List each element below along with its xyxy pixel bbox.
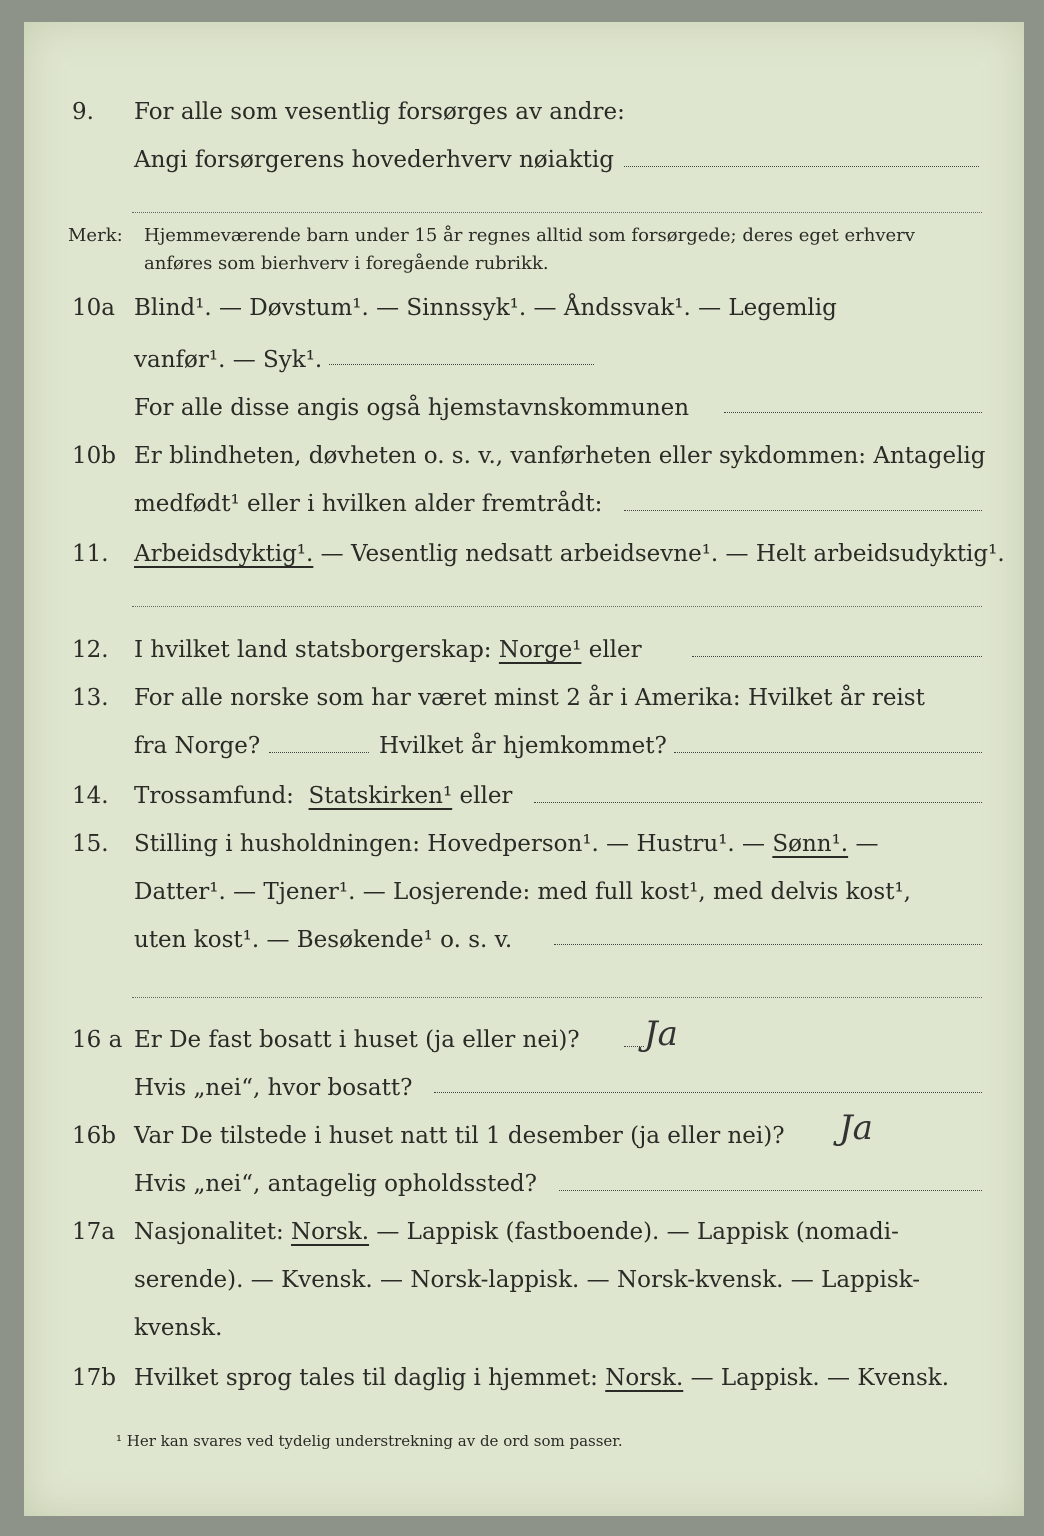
q15-field[interactable] <box>554 944 982 945</box>
q13-text2b: Hvilket år hjemkommet? <box>379 733 667 759</box>
q10a-text2: vanfør¹. — Syk¹. <box>134 347 323 373</box>
merk-text2: anføres som bierhverv i foregående rubrikk. <box>144 253 549 274</box>
q13-line1 <box>24 678 1024 718</box>
q16b-line1 <box>24 1116 1024 1156</box>
q16b-answer-handwritten[interactable]: Ja <box>839 1108 873 1148</box>
q14-number: 14. <box>72 783 109 809</box>
q17b-question: Hvilket sprog tales til daglig i hjemmet: <box>134 1365 598 1391</box>
q17b-option-selected[interactable]: Norsk. <box>605 1365 684 1391</box>
q16a-line1 <box>24 1020 1024 1060</box>
q16b-text: Var De tilstede i huset natt til 1 desember (ja eller nei)? <box>134 1123 785 1149</box>
q10b-text: Er blindheten, døvheten o. s. v., vanførheten eller sykdommen: Antagelig <box>134 443 986 469</box>
q15-line1 <box>24 824 1024 864</box>
q16a-text2: Hvis „nei“, hvor bosatt? <box>134 1075 413 1101</box>
q12-option-selected[interactable]: Norge¹ <box>498 637 582 663</box>
q12-field[interactable] <box>692 656 982 657</box>
q11-option-selected[interactable]: Arbeidsdyktig¹. <box>134 541 314 567</box>
q16a-line2 <box>24 1068 1024 1108</box>
q11-text <box>134 534 1005 574</box>
q17a-line2 <box>24 1260 1024 1300</box>
q15-text3: uten kost¹. — Besøkende¹ o. s. v. <box>134 927 513 953</box>
q16a-field[interactable] <box>624 1046 644 1047</box>
q17a-option-selected[interactable]: Norsk. <box>291 1219 370 1245</box>
q17a-label: Nasjonalitet: <box>134 1219 284 1245</box>
q15-option-selected[interactable]: Sønn¹. <box>772 831 849 857</box>
q17a-text3: kvensk. <box>134 1315 223 1341</box>
q13-left-field[interactable] <box>269 752 369 753</box>
q9-text: For alle som vesentlig forsørges av andre: <box>134 99 625 125</box>
separator <box>132 997 982 998</box>
separator <box>132 212 982 213</box>
q13-number: 13. <box>72 685 109 711</box>
q10b-number: 10b <box>72 443 116 469</box>
q12-or: eller <box>588 637 642 663</box>
q13-return-field[interactable] <box>674 752 982 753</box>
q10b-line1 <box>24 436 1024 476</box>
q15-dash: — <box>855 831 879 857</box>
q16b-text2: Hvis „nei“, antagelig opholdssted? <box>134 1171 537 1197</box>
q9-answer-field[interactable] <box>624 166 979 167</box>
q17b-text <box>134 1358 949 1398</box>
footnote: ¹ Her kan svares ved tydelig understrekning av de ord som passer. <box>116 1432 623 1450</box>
q12-question: I hvilket land statsborgerskap: <box>134 637 492 663</box>
q15-text <box>134 824 878 864</box>
merk-text1: Hjemmeværende barn under 15 år regnes alltid som forsørgede; deres eget erhverv <box>144 225 915 246</box>
q15-text1a: Stilling i husholdningen: Hovedperson¹. — Hustru¹. — <box>134 831 766 857</box>
q11-options: — Vesentlig nedsatt arbeidsevne¹. — Helt arbeidsudyktig¹. <box>320 541 1005 567</box>
q14-field[interactable] <box>534 802 982 803</box>
q10b-text2: medfødt¹ eller i hvilken alder fremtrådt: <box>134 491 603 517</box>
q10a-line2 <box>24 340 1024 380</box>
q10a-text: Blind¹. — Døvstum¹. — Sinnssyk¹. — Åndssvak¹. — Legemlig <box>134 295 837 321</box>
q12-number: 12. <box>72 637 109 663</box>
q16a-text: Er De fast bosatt i huset (ja eller nei)? <box>134 1027 580 1053</box>
q17a-line1 <box>24 1212 1024 1252</box>
q17a-line3 <box>24 1308 1024 1348</box>
separator <box>132 606 982 607</box>
q10a-home-field[interactable] <box>724 412 982 413</box>
q15-number: 15. <box>72 831 109 857</box>
q14-label: Trossamfund: <box>134 783 294 809</box>
q14-line <box>24 776 1024 816</box>
q17b-number: 17b <box>72 1365 116 1391</box>
q13-text2a: fra Norge? <box>134 733 261 759</box>
q10a-line1 <box>24 288 1024 328</box>
q11-number: 11. <box>72 541 109 567</box>
q17b-options: — Lappisk. — Kvensk. <box>690 1365 950 1391</box>
q16b-where-field[interactable] <box>559 1190 982 1191</box>
q16a-answer-handwritten[interactable]: Ja <box>644 1014 678 1054</box>
q17a-text2: serende). — Kvensk. — Norsk-lappisk. — Norsk-kvensk. — Lappisk- <box>134 1267 920 1293</box>
q12-line <box>24 630 1024 670</box>
q15-text2: Datter¹. — Tjener¹. — Losjerende: med full kost¹, med delvis kost¹, <box>134 879 911 905</box>
q14-option-selected[interactable]: Statskirken¹ <box>308 783 453 809</box>
q13-text: For alle norske som har været minst 2 år i Amerika: Hvilket år reist <box>134 685 925 711</box>
q16a-number: 16 a <box>72 1027 123 1053</box>
q12-text <box>134 630 642 670</box>
q10a-sick-field[interactable] <box>329 364 594 365</box>
q15-line3 <box>24 920 1024 960</box>
q13-line2 <box>24 726 1024 766</box>
q16b-number: 16b <box>72 1123 116 1149</box>
q11-line <box>24 534 1024 574</box>
q15-line2 <box>24 872 1024 912</box>
q17a-options: — Lappisk (fastboende). — Lappisk (nomadi- <box>376 1219 899 1245</box>
q17a-number: 17a <box>72 1219 115 1245</box>
q10b-field[interactable] <box>624 510 982 511</box>
q10a-line3 <box>24 388 1024 428</box>
q10b-line2 <box>24 484 1024 524</box>
q9-line2 <box>24 140 1024 180</box>
q17a-text <box>134 1212 899 1252</box>
merk-label: Merk: <box>68 225 123 246</box>
q14-text <box>134 776 512 816</box>
q9-number: 9. <box>72 99 94 125</box>
q16a-where-field[interactable] <box>434 1092 982 1093</box>
q16b-line2 <box>24 1164 1024 1204</box>
q9-line1 <box>24 92 1024 132</box>
q17b-line <box>24 1358 1024 1398</box>
q9-text2: Angi forsørgerens hovederhverv nøiaktig <box>134 147 614 173</box>
census-form-page <box>24 22 1024 1516</box>
q10a-number: 10a <box>72 295 115 321</box>
q10a-text3: For alle disse angis også hjemstavnskommunen <box>134 395 690 421</box>
q14-or: eller <box>459 783 513 809</box>
